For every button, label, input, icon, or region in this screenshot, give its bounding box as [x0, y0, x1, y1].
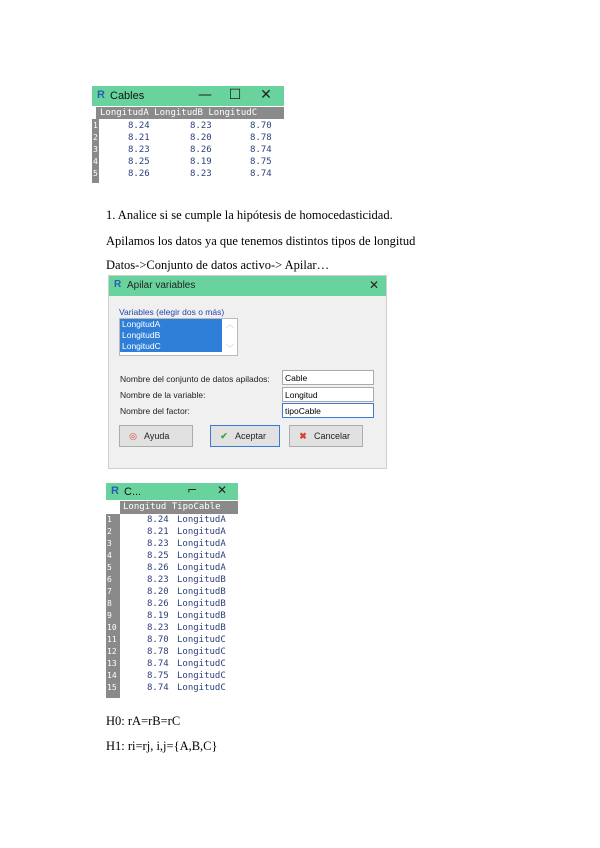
- type-cell[interactable]: LongitudB: [177, 587, 226, 597]
- scroll-up-icon[interactable]: ︿: [226, 320, 234, 329]
- close-button[interactable]: ✕: [216, 483, 228, 497]
- type-cell[interactable]: LongitudC: [177, 671, 226, 681]
- minimize-button[interactable]: —: [198, 87, 212, 103]
- row-number: 1: [107, 515, 112, 524]
- row-number: 6: [107, 575, 112, 584]
- help-label: Ayuda: [144, 431, 170, 441]
- type-cell[interactable]: LongitudB: [177, 611, 226, 621]
- r-logo-icon: R: [114, 279, 122, 290]
- type-cell[interactable]: LongitudC: [177, 683, 226, 693]
- table-cell[interactable]: 8.24: [128, 121, 150, 131]
- type-cell[interactable]: LongitudC: [177, 659, 226, 669]
- table-cell[interactable]: 8.23: [128, 145, 150, 155]
- dataset-name-field[interactable]: Cable: [282, 370, 374, 385]
- r-logo-icon: R: [111, 485, 119, 497]
- row-number: 1: [93, 121, 98, 130]
- cross-icon: ✖: [299, 431, 307, 441]
- list-item[interactable]: LongitudB: [120, 330, 222, 341]
- restore-button[interactable]: ⌐: [186, 483, 198, 497]
- dataset-name-label: Nombre del conjunto de datos apilados:: [120, 374, 270, 384]
- length-cell[interactable]: 8.20: [147, 587, 169, 597]
- h0-text: H0: rA=rB=rC: [106, 714, 181, 728]
- dialog-title: Apilar variables: [127, 280, 196, 291]
- column-headers: LongitudA LongitudB LongitudC: [96, 107, 284, 119]
- list-item[interactable]: LongitudC: [120, 341, 222, 352]
- cancel-label: Cancelar: [314, 431, 351, 441]
- length-cell[interactable]: 8.21: [147, 527, 169, 537]
- data-grid: [92, 119, 284, 183]
- row-number: 14: [107, 671, 117, 680]
- r-logo-icon: R: [97, 89, 105, 101]
- length-cell[interactable]: 8.26: [147, 563, 169, 573]
- row-number: 3: [107, 539, 112, 548]
- table-cell[interactable]: 8.74: [250, 169, 272, 179]
- factor-name-label: Nombre del factor:: [120, 406, 190, 416]
- stack-note-text: Apilamos los datos ya que tenemos distintos tipos de longitud: [106, 234, 416, 248]
- type-cell[interactable]: LongitudA: [177, 527, 226, 537]
- table-cell[interactable]: 8.21: [128, 133, 150, 143]
- scroll-down-icon[interactable]: ﹀: [226, 344, 234, 353]
- row-number: 2: [107, 527, 112, 536]
- row-number: 12: [107, 647, 117, 656]
- length-cell[interactable]: 8.74: [147, 659, 169, 669]
- type-cell[interactable]: LongitudA: [177, 563, 226, 573]
- row-number: 10: [107, 623, 117, 632]
- window-title: C...: [124, 486, 142, 498]
- row-number: 9: [107, 611, 112, 620]
- close-button[interactable]: ✕: [368, 278, 380, 292]
- table-cell[interactable]: 8.70: [250, 121, 272, 131]
- stack-variables-dialog: [108, 275, 387, 469]
- row-number: 15: [107, 683, 117, 692]
- factor-name-field[interactable]: tipoCable: [282, 403, 374, 418]
- row-number: 2: [93, 133, 98, 142]
- row-number: 5: [107, 563, 112, 572]
- row-number: 11: [107, 635, 117, 644]
- type-cell[interactable]: LongitudA: [177, 551, 226, 561]
- row-number: 13: [107, 659, 117, 668]
- length-cell[interactable]: 8.23: [147, 575, 169, 585]
- row-number: 3: [93, 145, 98, 154]
- variables-listbox[interactable]: [119, 318, 238, 356]
- table-cell[interactable]: 8.23: [190, 169, 212, 179]
- data-grid: [106, 514, 238, 698]
- h1-text: H1: ri=rj, i,j={A,B,C}: [106, 739, 218, 753]
- row-number: 5: [93, 169, 98, 178]
- stacked-data-window: [106, 483, 238, 698]
- length-cell[interactable]: 8.25: [147, 551, 169, 561]
- close-button[interactable]: ✕: [260, 87, 272, 103]
- type-cell[interactable]: LongitudA: [177, 539, 226, 549]
- dialog-title-bar[interactable]: [109, 276, 386, 296]
- table-cell[interactable]: 8.25: [128, 157, 150, 167]
- row-number: 4: [93, 157, 98, 166]
- length-cell[interactable]: 8.23: [147, 623, 169, 633]
- row-number: 4: [107, 551, 112, 560]
- table-cell[interactable]: 8.26: [128, 169, 150, 179]
- help-button[interactable]: [119, 425, 193, 447]
- question-text: 1. Analice si se cumple la hipótesis de homocedasticidad.: [106, 208, 393, 222]
- table-cell[interactable]: 8.19: [190, 157, 212, 167]
- type-cell[interactable]: LongitudC: [177, 635, 226, 645]
- table-cell[interactable]: 8.20: [190, 133, 212, 143]
- menu-path-text: Datos->Conjunto de datos activo-> Apilar…: [106, 258, 330, 272]
- lifebuoy-icon: ◎: [129, 431, 137, 441]
- cancel-button[interactable]: [289, 425, 363, 447]
- cables-window: [92, 86, 284, 186]
- variables-label: Variables (elegir dos o más): [119, 307, 225, 317]
- stacked-title-bar[interactable]: [106, 483, 238, 500]
- row-number: 8: [107, 599, 112, 608]
- length-cell[interactable]: 8.75: [147, 671, 169, 681]
- maximize-button[interactable]: ☐: [228, 87, 242, 103]
- table-cell[interactable]: 8.78: [250, 133, 272, 143]
- length-cell[interactable]: 8.78: [147, 647, 169, 657]
- list-item[interactable]: LongitudA: [120, 319, 222, 330]
- ok-label: Aceptar: [235, 431, 267, 441]
- length-cell[interactable]: 8.74: [147, 683, 169, 693]
- variable-name-label: Nombre de la variable:: [120, 390, 206, 400]
- table-cell[interactable]: 8.26: [190, 145, 212, 155]
- length-cell[interactable]: 8.19: [147, 611, 169, 621]
- checkmark-icon: ✔: [220, 431, 228, 441]
- length-cell[interactable]: 8.23: [147, 539, 169, 549]
- column-headers: Longitud TipoCable: [120, 501, 238, 514]
- length-cell[interactable]: 8.70: [147, 635, 169, 645]
- type-cell[interactable]: LongitudB: [177, 599, 226, 609]
- cables-title-bar[interactable]: [92, 86, 284, 106]
- variable-name-field[interactable]: Longitud: [282, 387, 374, 402]
- length-cell[interactable]: 8.24: [147, 515, 169, 525]
- ok-button[interactable]: [210, 425, 280, 447]
- length-cell[interactable]: 8.26: [147, 599, 169, 609]
- window-title: Cables: [110, 90, 145, 102]
- type-cell[interactable]: LongitudB: [177, 623, 226, 633]
- type-cell[interactable]: LongitudC: [177, 647, 226, 657]
- table-cell[interactable]: 8.74: [250, 145, 272, 155]
- type-cell[interactable]: LongitudA: [177, 515, 226, 525]
- table-cell[interactable]: 8.75: [250, 157, 272, 167]
- type-cell[interactable]: LongitudB: [177, 575, 226, 585]
- table-cell[interactable]: 8.23: [190, 121, 212, 131]
- row-number: 7: [107, 587, 112, 596]
